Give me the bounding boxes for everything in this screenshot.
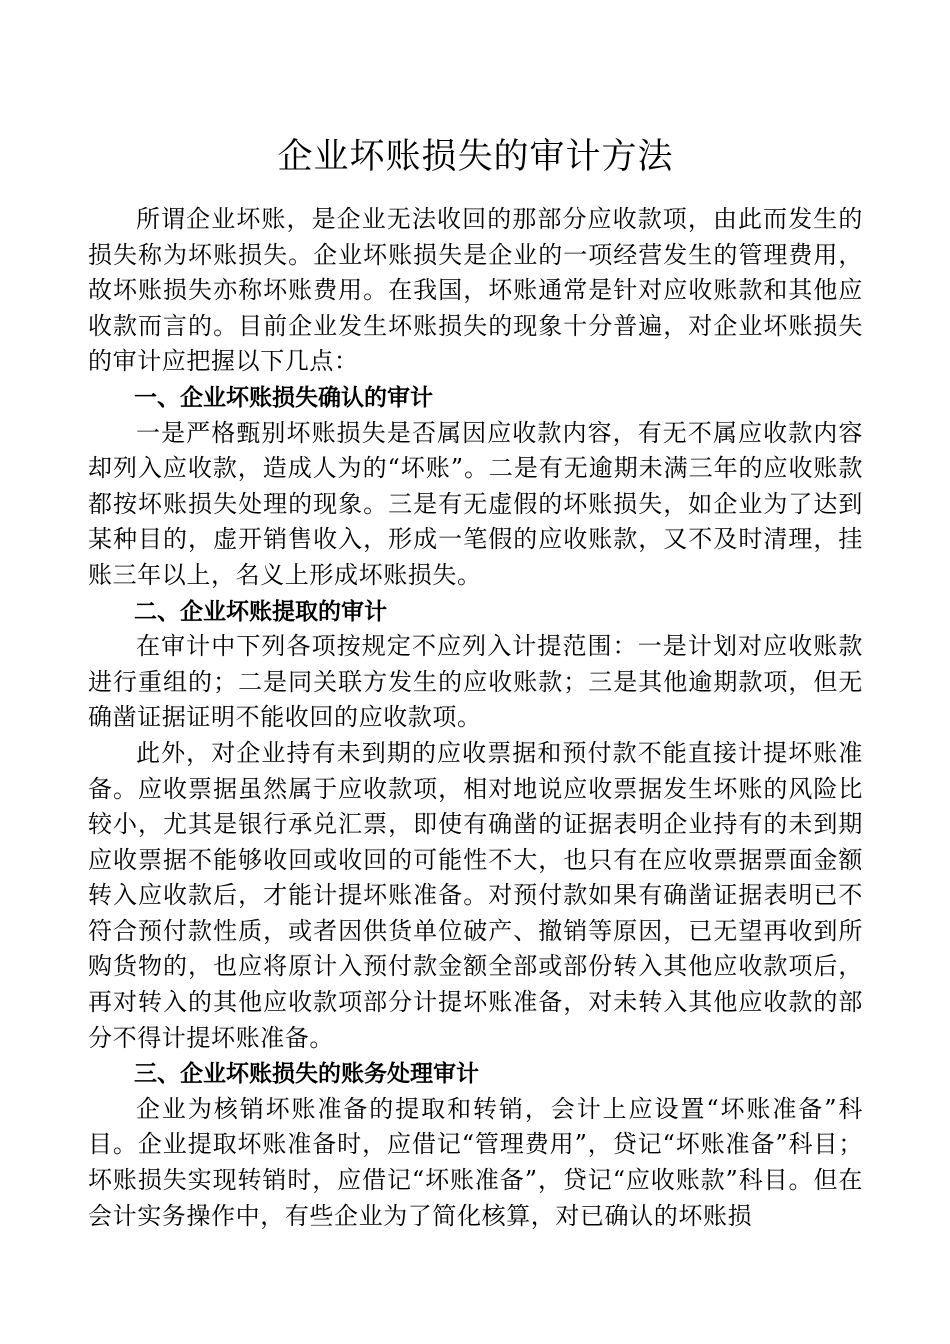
intro-paragraph: 所谓企业坏账，是企业无法收回的那部分应收款项，由此而发生的损失称为坏账损失。企业坏账损失是企业的一项经营发生的管理费用，故坏账损失亦称坏账费用。在我国，坏账通常是针对应收账款和其他应收款而言的。目前企业发生坏账损失的现象十分普遍，对企业坏账损失的审计应把握以下几点： <box>88 205 863 376</box>
document-page <box>88 0 863 1344</box>
section-1-paragraph-1: 一是严格甄别坏账损失是否属因应收款内容，有无不属应收款内容却列入应收款，造成人为的“坏账”。二是有无逾期未满三年的应收账款都按坏账损失处理的现象。三是有无虚假的坏账损失，如企业为了达到某种目的，虚开销售收入，形成一笔假的应收账款，又不及时清理，挂账三年以上，名义上形成坏账损失。 <box>88 418 863 589</box>
section-2-heading: 二、企业坏账提取的审计 <box>134 597 387 625</box>
section-2-paragraph-2: 此外，对企业持有未到期的应收票据和预付款不能直接计提坏账准备。应收票据虽然属于应收款项，相对地说应收票据发生坏账的风险比较小，尤其是银行承兑汇票，即使有确凿的证据表明企业持有的未到期应收票据不能够收回或收回的可能性不大，也只有在应收票据票面金额转入应收款后，才能计提坏账准备。对预付款如果有确凿证据表明已不符合预付款性质，或者因供货单位破产、撤销等原因，已无望再收到所购货物的，也应将原计入预付款金额全部或部份转入其他应收款项后，再对转入的其他应收款项部分计提坏账准备，对未转入其他应收款的部分不得计提坏账准备。 <box>88 738 863 1052</box>
section-3-heading: 三、企业坏账损失的账务处理审计 <box>134 1060 479 1088</box>
document-title: 企业坏账损失的审计方法 <box>277 137 674 177</box>
document-body <box>88 202 863 1234</box>
section-1-heading: 一、企业坏账损失确认的审计 <box>134 383 433 411</box>
section-2-paragraph-1: 在审计中下列各项按规定不应列入计提范围：一是计划对应收账款进行重组的；二是同关联方发生的应收账款；三是其他逾期款项，但无确凿证据证明不能收回的应收款项。 <box>88 632 863 732</box>
section-3-paragraph-1: 企业为核销坏账准备的提取和转销，会计上应设置“坏账准备”科目。企业提取坏账准备时，应借记“管理费用”，贷记“坏账准备”科目；坏账损失实现转销时，应借记“坏账准备”，贷记“应收账款”科目。但在会计实务操作中，有些企业为了简化核算，对已确认的坏账损 <box>88 1094 863 1230</box>
